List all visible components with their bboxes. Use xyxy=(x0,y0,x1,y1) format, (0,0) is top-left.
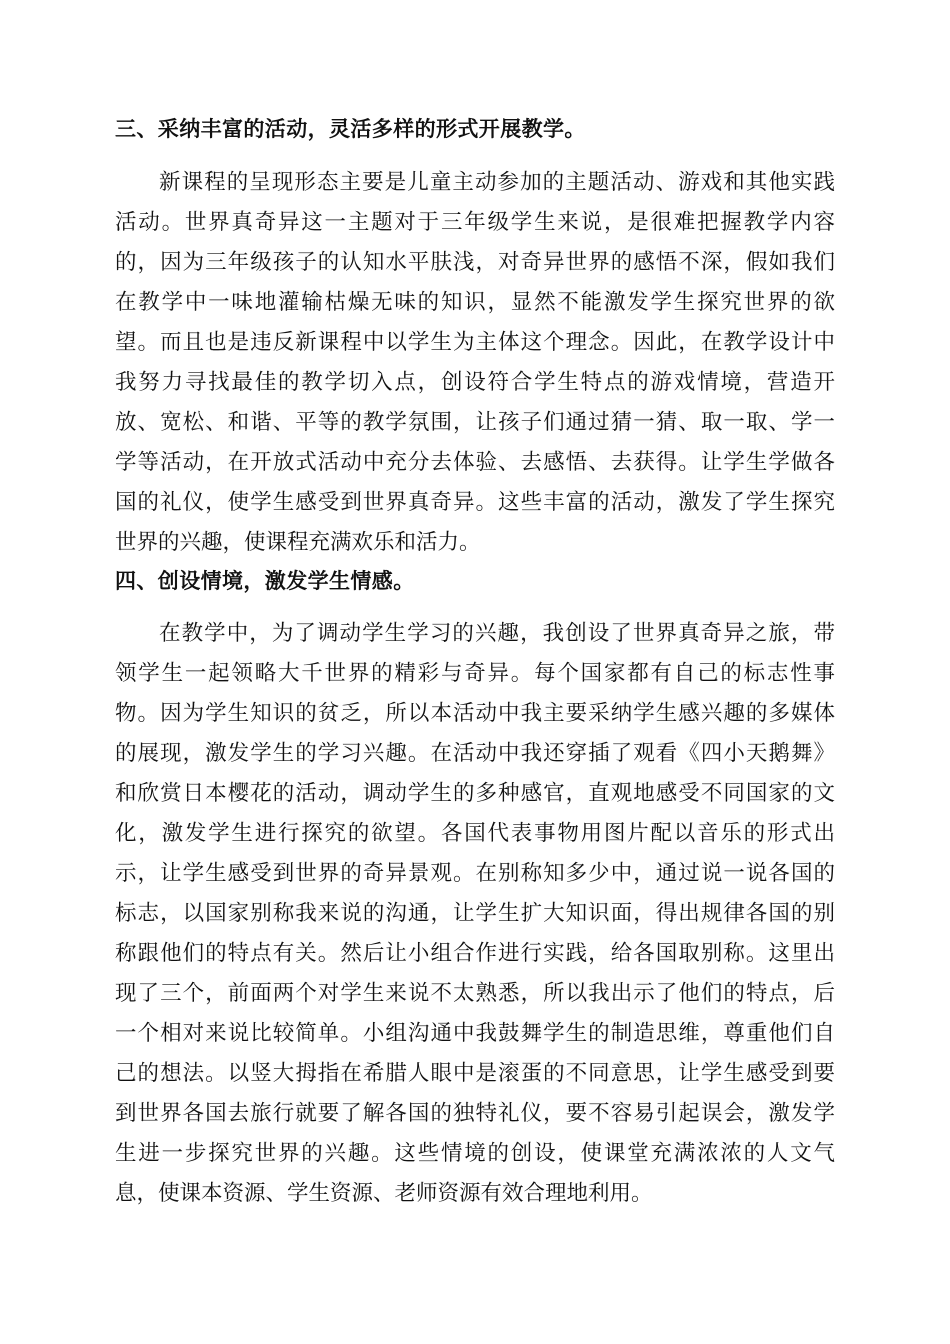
paragraph-line: 标志，以国家别称我来说的沟通，让学生扩大知识面，得出规律各国的别 xyxy=(115,901,835,926)
paragraph-line: 现了三个，前面两个对学生来说不太熟悉，所以我出示了他们的特点，后 xyxy=(115,981,835,1006)
paragraph-line: 学等活动，在开放式活动中充分去体验、去感悟、去获得。让学生学做各 xyxy=(115,450,835,475)
section-paragraph-4 xyxy=(115,614,835,1214)
paragraph-line: 和欣赏日本樱花的活动，调动学生的多种感官，直观地感受不同国家的文 xyxy=(115,781,835,806)
paragraph-line: 物。因为学生知识的贫乏，所以本活动中我主要采纳学生感兴趣的多媒体 xyxy=(115,701,835,726)
section-paragraph-3 xyxy=(115,163,835,563)
paragraph-line: 国的礼仪，使学生感受到世界真奇异。这些丰富的活动，激发了学生探究 xyxy=(115,490,835,515)
section-heading-4: 四、创设情境，激发学生情感。 xyxy=(115,569,415,593)
paragraph-line: 望。而且也是违反新课程中以学生为主体这个理念。因此，在教学设计中 xyxy=(115,330,835,355)
paragraph-line: 示，让学生感受到世界的奇异景观。在别称知多少中，通过说一说各国的 xyxy=(115,861,835,886)
paragraph-line: 化，激发学生进行探究的欲望。各国代表事物用图片配以音乐的形式出 xyxy=(115,821,835,846)
paragraph-line: 的展现，激发学生的学习兴趣。在活动中我还穿插了观看《四小天鹅舞》 xyxy=(115,741,835,766)
paragraph-line: 的，因为三年级孩子的认知水平肤浅，对奇异世界的感悟不深，假如我们 xyxy=(115,250,835,275)
paragraph-line: 生进一步探究世界的兴趣。这些情境的创设，使课堂充满浓浓的人文气 xyxy=(115,1141,835,1166)
paragraph-line: 在教学中，为了调动学生学习的兴趣，我创设了世界真奇异之旅，带 xyxy=(159,621,835,646)
paragraph-line: 称跟他们的特点有关。然后让小组合作进行实践，给各国取别称。这里出 xyxy=(115,941,835,966)
paragraph-line: 一个相对来说比较简单。小组沟通中我鼓舞学生的制造思维，尊重他们自 xyxy=(115,1021,835,1046)
paragraph-line: 放、宽松、和谐、平等的教学氛围，让孩子们通过猜一猜、取一取、学一 xyxy=(115,410,835,435)
paragraph-line: 活动。世界真奇异这一主题对于三年级学生来说，是很难把握教学内容 xyxy=(115,210,835,235)
section-heading-3: 三、采纳丰富的活动，灵活多样的形式开展教学。 xyxy=(115,117,586,141)
paragraph-line: 领学生一起领略大千世界的精彩与奇异。每个国家都有自己的标志性事 xyxy=(115,661,835,686)
paragraph-line: 息，使课本资源、学生资源、老师资源有效合理地利用。 xyxy=(115,1181,653,1206)
paragraph-line: 己的想法。以竖大拇指在希腊人眼中是滚蛋的不同意思，让学生感受到要 xyxy=(115,1061,835,1086)
paragraph-line: 世界的兴趣，使课程充满欢乐和活力。 xyxy=(115,530,481,555)
paragraph-line: 新课程的呈现形态主要是儿童主动参加的主题活动、游戏和其他实践 xyxy=(159,170,835,195)
paragraph-line: 在教学中一味地灌输枯燥无味的知识，显然不能激发学生探究世界的欲 xyxy=(115,290,835,315)
paragraph-line: 到世界各国去旅行就要了解各国的独特礼仪，要不容易引起误会，激发学 xyxy=(115,1101,835,1126)
paragraph-line: 我努力寻找最佳的教学切入点，创设符合学生特点的游戏情境，营造开 xyxy=(115,370,835,395)
